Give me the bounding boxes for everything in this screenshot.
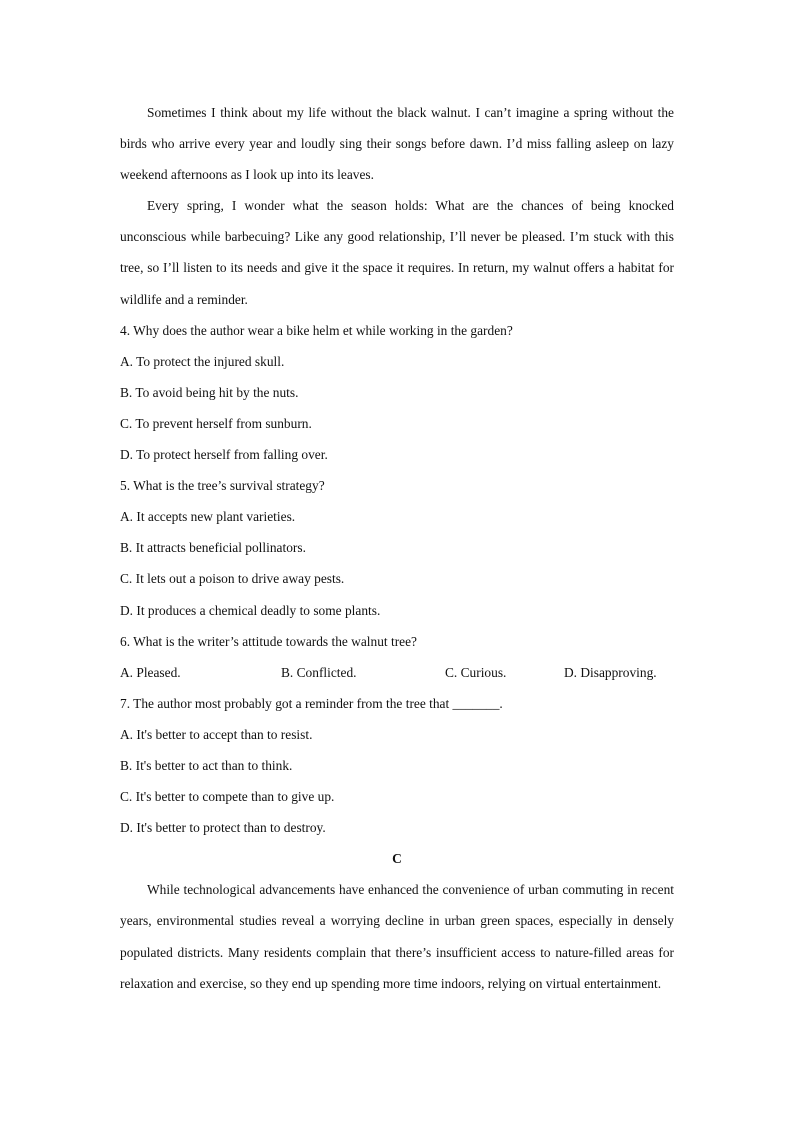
question-4-stem: 4. Why does the author wear a bike helm et while working in the garden? xyxy=(120,322,513,338)
question-6-option-a: A. Pleased. xyxy=(120,664,181,680)
question-5-option-d: D. It produces a chemical deadly to some plants. xyxy=(120,602,381,618)
passage-paragraph: Every spring, I wonder what the season holds: What are the chances of being knocked unconscious while barbecuing? Like any good relationship, I’ll never be pleased. I’m stuck with this tree, so I’ll listen to its needs and give it the space it requires. In return, my walnut offers a habitat for wildlife and a reminder. xyxy=(120,198,674,307)
question-6-option-b: B. Conflicted. xyxy=(281,664,357,680)
question-5-option-c: C. It lets out a poison to drive away pests. xyxy=(120,571,345,587)
question-6-option-c: C. Curious. xyxy=(445,664,507,680)
question-4-option-a: A. To protect the injured skull. xyxy=(120,353,285,369)
question-4-option-d: D. To protect herself from falling over. xyxy=(120,447,328,463)
question-6-options xyxy=(120,657,674,688)
question-7-option-a: A. It's better to accept than to resist. xyxy=(120,726,313,742)
question-7-option-d: D. It's better to protect than to destroy. xyxy=(120,820,326,836)
question-4-option-b: B. To avoid being hit by the nuts. xyxy=(120,384,299,400)
question-4-option-c: C. To prevent herself from sunburn. xyxy=(120,415,312,431)
passage-paragraph: Sometimes I think about my life without the black walnut. I can’t imagine a spring without the birds who arrive every year and loudly sing their songs before dawn. I’d miss falling asleep on lazy weekend afternoons as I look up into its leaves. xyxy=(120,105,674,183)
question-7-stem: 7. The author most probably got a reminder from the tree that _______. xyxy=(120,695,503,711)
question-6-option-d: D. Disapproving. xyxy=(564,664,657,680)
question-7-option-c: C. It's better to compete than to give up. xyxy=(120,789,335,805)
passage-paragraph: While technological advancements have enhanced the convenience of urban commuting in recent years, environmental studies reveal a worrying decline in urban green spaces, especially in densely populated districts. Many residents complain that there’s insufficient access to nature-filled areas for relaxation and exercise, so they end up spending more time indoors, relying on virtual entertainment. xyxy=(120,882,674,991)
question-6-stem: 6. What is the writer’s attitude towards the walnut tree? xyxy=(120,633,417,649)
question-5-option-a: A. It accepts new plant varieties. xyxy=(120,509,296,525)
section-heading: C xyxy=(392,851,402,867)
question-5-option-b: B. It attracts beneficial pollinators. xyxy=(120,540,306,556)
document-page xyxy=(120,97,674,999)
question-5-stem: 5. What is the tree’s survival strategy? xyxy=(120,478,325,494)
question-7-option-b: B. It's better to act than to think. xyxy=(120,757,293,773)
